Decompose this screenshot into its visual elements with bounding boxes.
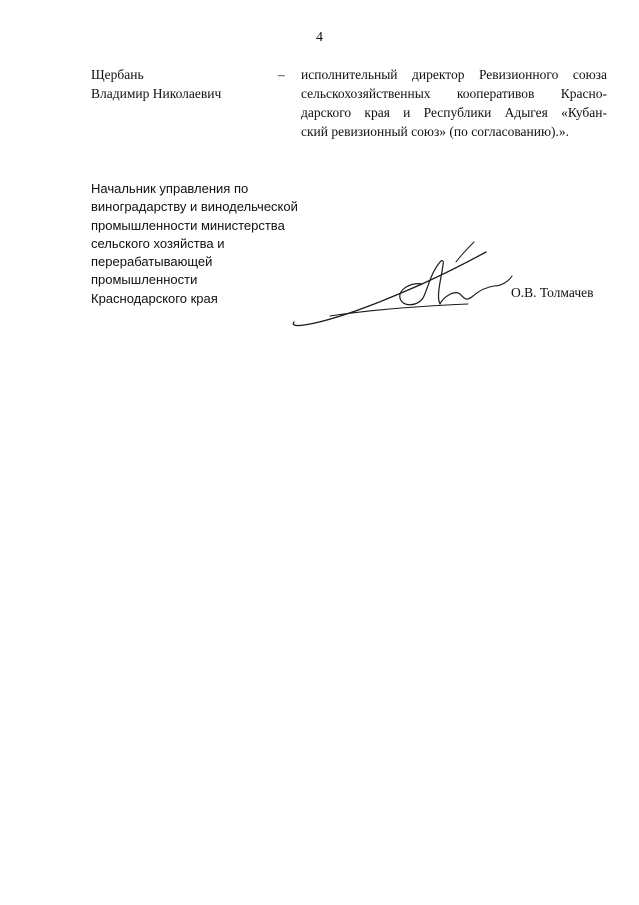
handwritten-signature	[290, 232, 520, 332]
signature-hook-stroke	[438, 265, 473, 304]
signer-position-line: сельского хозяйства и	[91, 235, 225, 251]
signer-position-line: Краснодарского края	[91, 290, 218, 306]
member-role	[301, 65, 607, 141]
signature-upper-stroke	[456, 242, 474, 262]
member-dash: –	[278, 67, 285, 82]
member-role-line: ский ревизионный союз» (по согласованию).».	[301, 124, 570, 139]
signer-name: О.В. Толмачев	[511, 285, 594, 300]
member-surname: Щербань	[91, 67, 144, 82]
signature-underline-stroke	[330, 304, 468, 316]
page-number: 4	[316, 30, 323, 45]
signature-sweep-stroke	[293, 252, 486, 326]
signer-position-line: виноградарству и винодельческой	[91, 199, 298, 215]
signature-loop-stroke	[400, 261, 443, 305]
member-role-line: сельскохозяйственных кооперативов Красно-	[301, 86, 607, 101]
member-given-names: Владимир Николаевич	[91, 86, 222, 101]
member-role-line: исполнительный директор Ревизионного союза	[301, 67, 607, 82]
signer-position-line: промышленности	[91, 272, 198, 288]
member-role-line: дарского края и Республики Адыгея «Кубан-	[301, 105, 607, 120]
signer-position-line: промышленности министерства	[91, 217, 285, 233]
member-name	[91, 65, 221, 103]
signer-position-line: перерабатывающей	[91, 254, 213, 270]
signature-flourish-stroke	[473, 276, 512, 296]
signer-position-line: Начальник управления по	[91, 181, 249, 196]
